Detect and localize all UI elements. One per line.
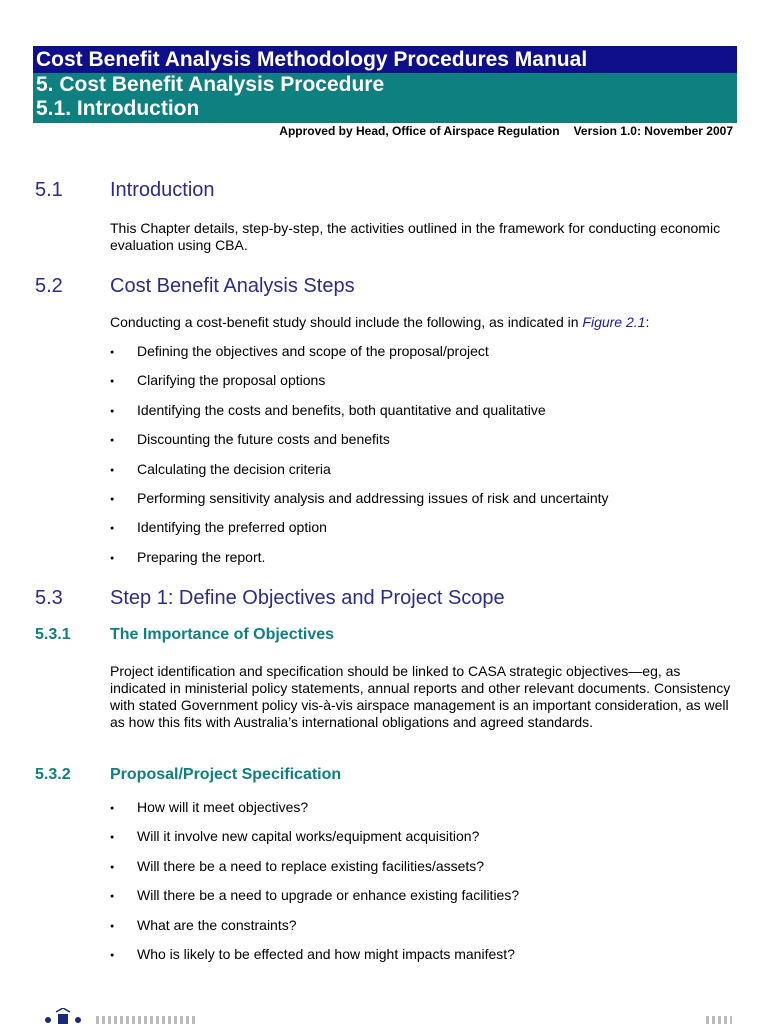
section-number: 5.1: [35, 179, 63, 201]
section-5-2-intro: [110, 314, 735, 331]
subsection-number: 5.3.1: [35, 626, 71, 643]
crest-logo: [38, 1008, 88, 1024]
manual-title: Cost Benefit Analysis Methodology Procedures Manual: [33, 46, 737, 73]
cba-steps-list: [110, 343, 609, 578]
list-item: ● Calculating the decision criteria: [110, 461, 609, 490]
section-heading-5-2: [35, 275, 355, 298]
list-item: ● Who is likely to be effected and how might impacts manifest?: [110, 946, 519, 975]
list-item: ● How will it meet objectives?: [110, 799, 519, 828]
approval-text: Approved by Head, Office of Airspace Regulation: [279, 124, 560, 138]
section-title-text: Cost Benefit Analysis Steps: [110, 275, 355, 297]
section-number: 5.3: [35, 587, 63, 609]
list-item: ● Discounting the future costs and benefits: [110, 431, 609, 460]
chapter-title: 5. Cost Benefit Analysis Procedure: [33, 73, 737, 97]
intro-punctuation: :: [645, 314, 650, 330]
approval-line: [279, 124, 733, 138]
list-item: ● Preparing the report.: [110, 549, 609, 578]
list-item: ● Clarifying the proposal options: [110, 372, 609, 401]
section-title-text: Step 1: Define Objectives and Project Scope: [110, 587, 505, 609]
list-item: ● What are the constraints?: [110, 917, 519, 946]
intro-text: Conducting a cost-benefit study should include the following, as indicated in: [110, 314, 583, 330]
section-title: 5.1. Introduction: [33, 97, 737, 123]
section-5-1-paragraph: This Chapter details, step-by-step, the activities outlined in the framework for conducting economic evaluation using CBA.: [110, 220, 721, 253]
list-item: ● Identifying the preferred option: [110, 519, 609, 548]
list-item: ● Identifying the costs and benefits, both quantitative and qualitative: [110, 402, 609, 431]
section-number: 5.2: [35, 275, 63, 297]
version-text: Version 1.0: November 2007: [573, 124, 733, 138]
subsection-title-text: The Importance of Objectives: [110, 626, 335, 643]
section-title-text: Introduction: [110, 179, 215, 201]
subsection-heading-5-3-2: [35, 766, 341, 784]
list-item: ● Performing sensitivity analysis and addressing issues of risk and uncertainty: [110, 490, 609, 519]
section-heading-5-3: [35, 587, 505, 610]
subsection-heading-5-3-1: [35, 626, 334, 644]
footer-agency-name: [96, 1016, 196, 1024]
document-header-banner: [33, 46, 737, 123]
list-item: ● Will there be a need to replace existing facilities/assets?: [110, 858, 519, 887]
figure-reference-link[interactable]: Figure 2.1: [582, 314, 646, 330]
section-5-3-1-paragraph: Project identification and specification should be linked to CASA strategic objectives—eg, as indicated in ministerial policy statements, annual reports and other relevant documents. Consistency with stated Government policy vis-à-vis airspace management is an important consideration, as well as how this fits with Australia’s international obligations and agreed standards.: [110, 663, 731, 730]
section-heading-5-1: [35, 179, 215, 202]
project-specification-list: [110, 799, 519, 975]
page-number: [706, 1016, 732, 1024]
subsection-title-text: Proposal/Project Specification: [110, 766, 342, 783]
list-item: ● Will there be a need to upgrade or enhance existing facilities?: [110, 887, 519, 916]
subsection-number: 5.3.2: [35, 766, 71, 783]
list-item: ● Will it involve new capital works/equipment acquisition?: [110, 828, 519, 857]
list-item: ● Defining the objectives and scope of the proposal/project: [110, 343, 609, 372]
